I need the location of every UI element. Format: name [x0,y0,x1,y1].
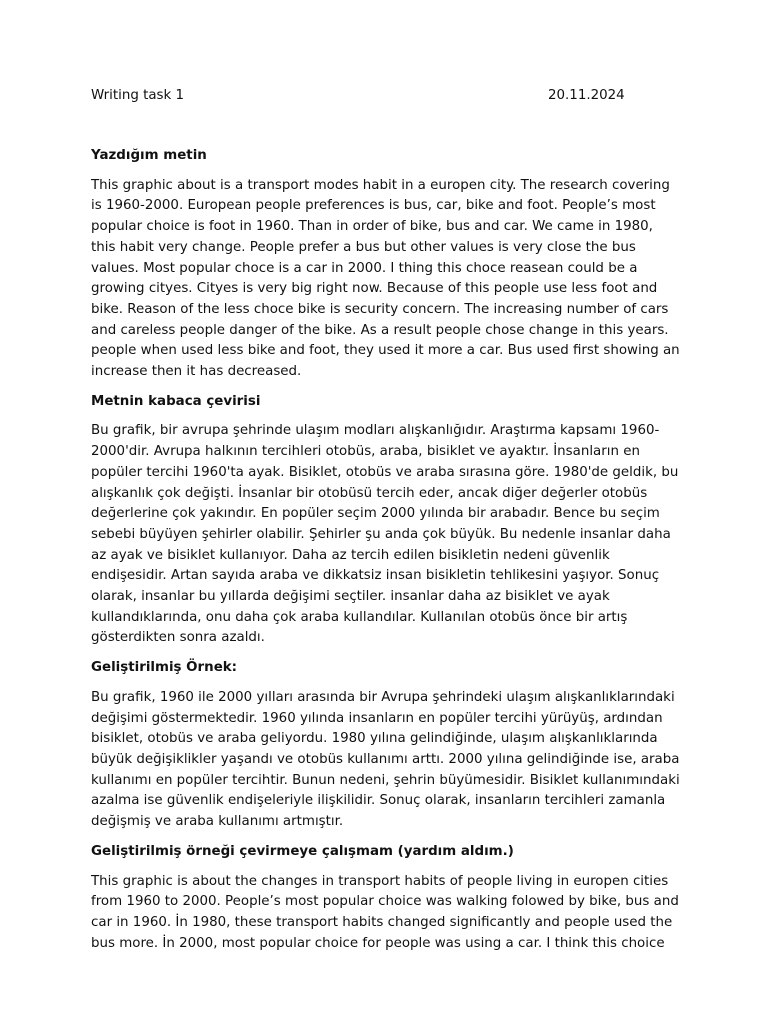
section-paragraph: This graphic about is a transport modes habit in a europen city. The research covering is 1960-2000. European people preferences is bus, car, bike and foot. People’s most popular choice is foot in 1960. Than in order of bike, bus and car. We came in 1980, this habit very change. People prefer a bus but other values is very close the bus values. Most popular choce is a car in 2000. I thing this choce reasean could be a growing cityes. Cityes is very big right now. Because of this people use less foot and bike. Reason of the less choce bike is security concern. The increasing number of cars and careless people danger of the bike. As a result people chose change in this years. people when used less bike and foot, they used it more a car. Bus used first showing an increase then it has decreased. [91,177,680,380]
section-heading: Geliştirilmiş örneği çevirmeye çalışmam (yardım aldım.) [91,843,514,859]
document-title: Writing task 1 [91,88,185,103]
section-improved-example [91,658,681,833]
section-translation-attempt [91,842,681,955]
document-header [91,86,681,106]
section-paragraph: This graphic is about the changes in transport habits of people living in europen cities from 1960 to 2000. People’s most popular choice was walking folowed by bike, bus and car in 1960. İn 1980, these transport habits changed significantly and people used the bus more. İn 2000, most popular choice for people was using a car. I think this choice [91,873,679,951]
document-date: 20.11.2024 [548,88,625,103]
section-paragraph: Bu grafik, 1960 ile 2000 yılları arasında bir Avrupa şehrindeki ulaşım alışkanlıklarındaki değişimi göstermektedir. 1960 yılında insanların en popüler tercihi yürüyüş, ardından bisiklet, otobüs ve araba geliyordu. 1980 yılına gelindiğinde, ulaşım alışkanlıklarında büyük değişiklikler yaşandı ve otobüs kullanımı arttı. 2000 yılına gelindiğinde ise, araba kullanımı en popüler tercihtir. Bunun nedeni, şehrin büyümesidir. Bisiklet kullanımındaki azalma ise güvenlik endişeleriyle ilişkilidir. Sonuç olarak, insanların tercihleri zamanla değişmiş ve araba kullanımı artmıştır. [91,689,680,830]
section-original-text [91,146,681,383]
section-heading: Yazdığım metin [91,148,207,163]
section-heading: Metnin kabaca çevirisi [91,393,261,409]
document-page [91,86,681,963]
section-paragraph: Bu grafik, bir avrupa şehrinde ulaşım modları alışkanlığıdır. Araştırma kapsamı 1960-2000'dir. Avrupa halkının tercihleri otobüs, araba, bisiklet ve ayaktır. İnsanların en popüler tercihi 1960'ta ayak. Bisiklet, otobüs ve araba sırasına göre. 1980'de geldik, bu alışkanlık çok değişti. İnsanlar bir otobüsü tercih eder, ancak diğer değerler otobüs değerlerine çok yakındır. En popüler seçim 2000 yılında bir arabadır. Bence bu seçim sebebi büyüyen şehirler olabilir. Şehirler şu anda çok büyük. Bu nedenle insanlar daha az ayak ve bisiklet kullanıyor. Daha az tercih edilen bisikletin nedeni güvenlik endişesidir. Artan sayıda araba ve dikkatsiz insan bisikletin tehlikesini yaşıyor. Sonuç olarak, insanlar bu yıllarda değişimi seçtiler. insanlar daha az bisiklet ve ayak kullandıklarında, onu daha çok araba kullandılar. Kullanılan otobüs önce bir artış gösterdikten sonra azaldı. [91,423,679,646]
section-heading: Geliştirilmiş Örnek: [91,660,238,676]
section-rough-translation [91,392,681,649]
